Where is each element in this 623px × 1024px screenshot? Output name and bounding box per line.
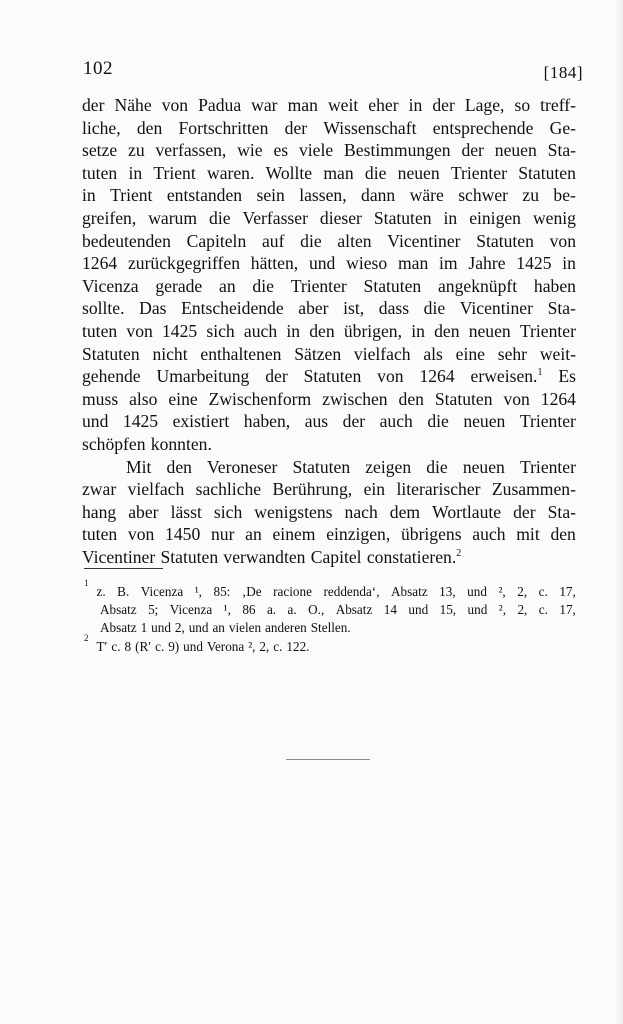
footnote-reference: 2 xyxy=(456,547,462,559)
body-text xyxy=(82,94,576,568)
page-number: 102 xyxy=(83,58,113,79)
text-line: zwar vielfach sachliche Berührung, ein literarischer Zusammen- xyxy=(82,479,576,500)
end-divider xyxy=(286,759,370,760)
footnote-mark: 2 xyxy=(84,632,89,643)
text-line: tuten von 1425 sich auch in den übrigen, in den neuen Trienter xyxy=(82,320,576,341)
footnote-line: 2 T′ c. 8 (R′ c. 9) und Verona ², 2, c. 122. xyxy=(84,638,576,656)
text-line: tuten von 1450 nur an einem einzigen, übrigens auch mit den xyxy=(82,524,576,545)
text-line: tuten in Trient waren. Wollte man die neuen Trienter Statuten xyxy=(82,162,576,183)
footnote-line: Absatz 1 und 2, und an vielen anderen Stellen. xyxy=(100,620,351,636)
section-reference: [184] xyxy=(543,63,583,82)
text-line: sollte. Das Entscheidende aber ist, dass die Vicentiner Sta- xyxy=(82,298,576,319)
footnote-line: Absatz 5; Vicenza ¹, 86 a. a. O., Absatz 14 und 15, und ², 2, c. 17, xyxy=(100,602,576,618)
text-line: muss also eine Zwischenform zwischen den Statuten von 1264 xyxy=(82,388,576,409)
text-line: Mit den Veroneser Statuten zeigen die neuen Trienter xyxy=(126,456,576,477)
text-line: Vicentiner Statuten verwandten Capitel constatieren.$^2$ xyxy=(82,546,462,567)
text-line: Vicenza gerade an die Trienter Statuten angeknüpft haben xyxy=(82,275,576,296)
text-line: Statuten nicht enthaltenen Sätzen vielfach als eine sehr weit- xyxy=(82,343,576,364)
text-line: der Nähe von Padua war man weit eher in der Lage, so treff- xyxy=(82,95,576,115)
text-line: schöpfen konnten. xyxy=(82,433,212,454)
text-line: liche, den Fortschritten der Wissenschaft entsprechende Ge- xyxy=(82,117,576,138)
text-line: 1264 zurückgegriffen hätten, und wieso man im Jahre 1425 in xyxy=(82,253,576,274)
text-line: gehende Umarbeitung der Statuten von 1264 erweisen.$^1$ Es xyxy=(82,366,576,387)
footnote-reference: 1 xyxy=(537,367,543,379)
footnote-divider xyxy=(84,568,163,569)
text-line: greifen, warum die Verfasser dieser Statuten in einigen wenig xyxy=(82,207,576,228)
text-line: und 1425 existiert haben, aus der auch die neuen Trienter xyxy=(82,411,576,432)
footnote-line: 1 z. B. Vicenza ¹, 85: ‚De racione reddenda‘, Absatz 13, und ², 2, c. 17, xyxy=(84,583,576,601)
text-line: hang aber lässt sich wenigstens nach dem Wortlaute der Sta- xyxy=(82,501,576,522)
text-line: setze zu verfassen, wie es viele Bestimmungen der neuen Sta- xyxy=(82,140,576,161)
text-line: bedeutenden Capiteln auf die alten Vicentiner Statuten von xyxy=(82,230,576,251)
footnotes xyxy=(84,578,576,656)
text-line: in Trient entstanden sein lassen, dann wäre schwer zu be- xyxy=(82,185,576,206)
page-edge-shadow xyxy=(615,0,623,1024)
footnote-mark: 1 xyxy=(84,578,89,588)
